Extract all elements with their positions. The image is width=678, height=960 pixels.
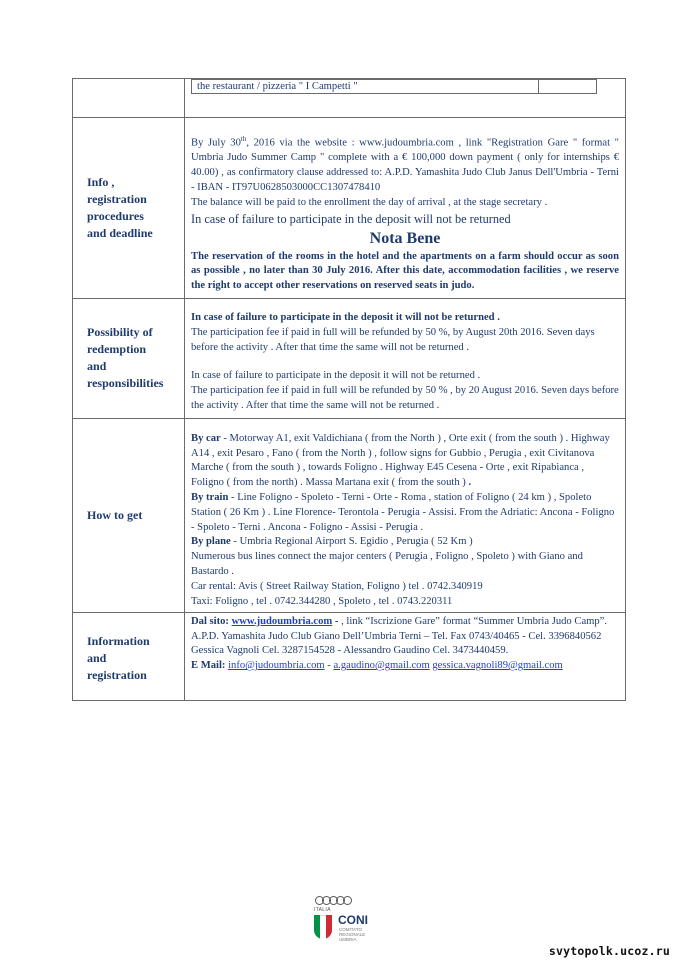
nota-bene-title: Nota Bene bbox=[369, 229, 441, 247]
redemption-label bbox=[73, 299, 185, 419]
watermark: svytopolk.ucoz.ru bbox=[548, 944, 670, 958]
email-link-vagnoli[interactable]: gessica.vagnoli89@gmail.com bbox=[432, 660, 563, 672]
by-car-label: By car bbox=[191, 432, 221, 444]
redemption-content bbox=[185, 299, 626, 419]
bus-text: Numerous bus lines connect the major centers ( Perugia , Foligno , Spoleto ) with Giano and Bastardo . bbox=[191, 551, 583, 577]
coni-text: CONI bbox=[338, 913, 368, 927]
by-car-paragraph bbox=[191, 432, 619, 491]
info-label bbox=[73, 118, 185, 299]
coni-subtitle bbox=[339, 927, 365, 942]
by-train-text: - Line Foligno - Spoleto - Terni - Orte - Roma , station of Foligno ( 24 km ) , Spoleto Station ( 26 Km ) . Line Florence- Terontola - Perugia - Assisi. From the Adriatic: Ancona - Foligno - Spoleto - Terni . Ancona - Foligno - Assisi - Perugia . bbox=[191, 491, 615, 533]
restaurant-cell bbox=[185, 79, 626, 118]
table-row bbox=[73, 418, 626, 612]
coni-logo bbox=[312, 896, 374, 942]
table-row bbox=[73, 79, 626, 118]
coni-sub-line: COMITATO bbox=[339, 927, 362, 932]
registration-paragraph bbox=[191, 132, 619, 196]
by-plane-paragraph bbox=[191, 535, 619, 550]
registration-date: By July 30 bbox=[191, 137, 241, 149]
info-label-text: Info , registration procedures and deadline bbox=[87, 175, 153, 240]
table-row bbox=[73, 118, 626, 299]
restaurant-inner-table bbox=[191, 79, 597, 94]
email-paragraph bbox=[191, 659, 619, 674]
balance-text: The balance will be paid to the enrollment the day of arrival , at the stage secretary . bbox=[191, 196, 548, 208]
how-to-get-content bbox=[185, 418, 626, 612]
refund-text-1: The participation fee if paid in full will be refunded by 50 %, by August 20th 2016. Seven days before the activity . After that time the same will not be returned . bbox=[191, 326, 595, 353]
by-car-end: . bbox=[465, 477, 472, 489]
info-table bbox=[72, 78, 626, 701]
contact-label bbox=[73, 612, 185, 700]
by-train-label: By train bbox=[191, 491, 229, 503]
refund-text-2: The participation fee if paid in full will be refunded by 50 % , by 20 August 2016. Seven days before the activity . After that time the same will not be returned . bbox=[191, 385, 619, 411]
taxi-text: Taxi: Foligno , tel . 0742.344280 , Spoleto , tel . 0743.220311 bbox=[191, 595, 453, 607]
how-to-get-label-text: How to get bbox=[87, 507, 143, 522]
coni-sub-line: UMBRIA bbox=[339, 937, 357, 942]
redemption-label-text: Possibility of redemption and responsibilities bbox=[87, 325, 164, 391]
by-plane-label: By plane bbox=[191, 536, 231, 548]
info-content bbox=[185, 118, 626, 299]
contact-label-text: Information and registration bbox=[87, 633, 150, 682]
coni-sub-line: REGIONALE bbox=[339, 932, 366, 937]
club-contact-text: A.P.D. Yamashita Judo Club Giano Dell’Umbria Terni – Tel. Fax 0743/40465 - Cel. 3396840562 Gessica Vagnoli Cel. 3287154528 - Alessandro Gaudino Cel. 3473440459. bbox=[191, 630, 602, 657]
olympic-rings-icon bbox=[315, 896, 350, 905]
website-link[interactable]: www.judoumbria.com bbox=[231, 615, 333, 627]
by-train-paragraph bbox=[191, 491, 619, 535]
italian-flag-icon bbox=[314, 915, 332, 939]
restaurant-name: the restaurant / pizzeria " I Campetti " bbox=[192, 80, 539, 94]
contact-content bbox=[185, 612, 626, 700]
email-separator: - bbox=[324, 660, 334, 672]
how-to-get-label bbox=[73, 418, 185, 612]
empty-inner-cell bbox=[539, 80, 597, 94]
email-link-info[interactable]: info@judoumbria.com bbox=[228, 660, 325, 672]
site-label: Dal sito: bbox=[191, 615, 232, 627]
flag-red bbox=[326, 915, 332, 939]
empty-label-cell bbox=[73, 79, 185, 118]
by-plane-text: - Umbria Regional Airport S. Egidio , Perugia ( 52 Km ) bbox=[230, 536, 473, 548]
redemption-line-2: In case of failure to participate in the deposit it will not be returned . bbox=[191, 370, 481, 382]
nota-bene-text: The reservation of the rooms in the hotel and the apartments on a farm should occur as soon as possible , no later than 30 July 2016. After this date, accommodation facilities , we reserve the right to accept other reservations on reserved seats in judo. bbox=[191, 250, 619, 292]
registration-text: , 2016 via the website : www.judoumbria.com , link "Registration Gare " format " Umbria Judo Summer Camp " complete with a € 100,000 down payment ( only for internships € 40.00) , as confirmatory clause addressed to: A.P.D. Yamashita Judo Club Janus Dell'Umbria - Terni - IBAN - IT97U0628503000CC1307478410 bbox=[191, 137, 619, 193]
italia-text: ITALIA bbox=[314, 907, 331, 913]
table-row bbox=[73, 612, 626, 700]
table-row bbox=[73, 299, 626, 419]
email-link-gaudino[interactable]: a.gaudino@gmail.com bbox=[333, 660, 430, 672]
email-label: E Mail: bbox=[191, 660, 229, 672]
deposit-warning: In case of failure to participate in the deposit will not be returned bbox=[191, 211, 511, 226]
site-separator: - bbox=[332, 615, 342, 627]
redemption-bold-line: In case of failure to participate in the deposit it will not be returned . bbox=[191, 312, 500, 323]
site-text: , link “Iscrizione Gare” format “Summer Umbria Judo Camp”. bbox=[341, 615, 608, 627]
site-paragraph bbox=[191, 615, 619, 630]
car-rental-text: Car rental: Avis ( Street Railway Station, Foligno ) tel . 0742.340919 bbox=[191, 580, 483, 592]
ring-icon bbox=[343, 896, 352, 905]
by-car-text: - Motorway A1, exit Valdichiana ( from the North ) , Orte exit ( from the south ) . Highway A14 , exit Pesaro , Fano ( from the North ) , follow signs for Gubbio , Perugia , exit Civitanova Marche ( from the south ) , towards Foligno . Highway E45 Cesena - Orte , exit Ripabianca , Foligno ( from the north) . Massa Martana exit ( from the south ) bbox=[191, 432, 610, 489]
date-suffix: th bbox=[240, 135, 247, 143]
